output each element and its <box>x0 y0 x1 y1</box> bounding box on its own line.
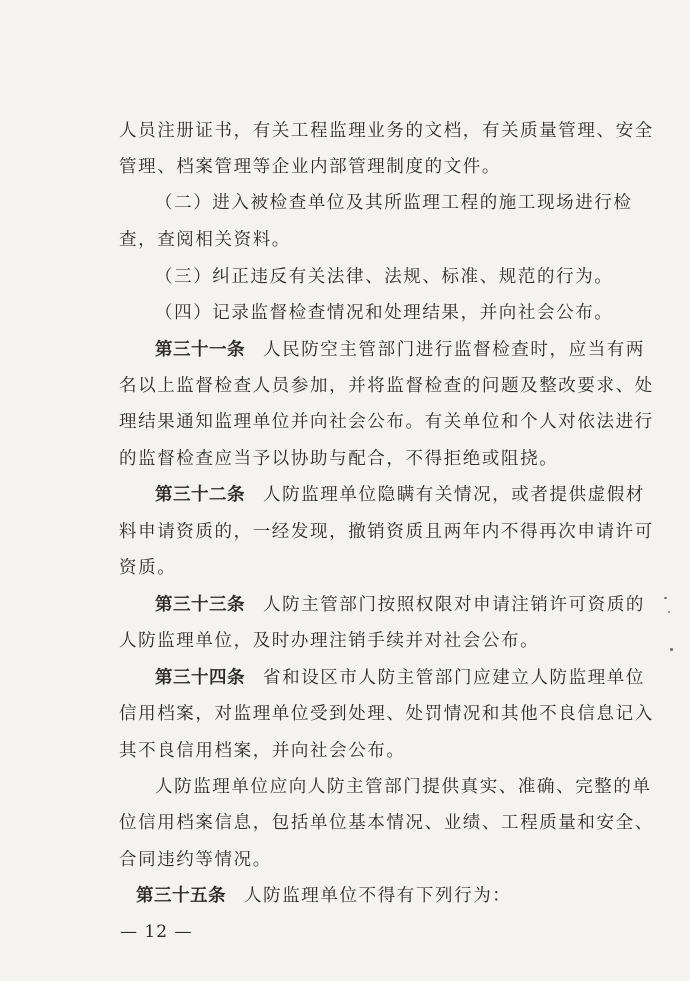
text-line: 人民防空主管部门进行监督检查时，应当有两 <box>263 340 645 360</box>
text-line: 人防监理单位不得有下列行为： <box>244 886 512 906</box>
text-line: 其不良信用档案，并向社会公布。 <box>119 741 406 761</box>
article-31-paragraph <box>155 338 645 362</box>
scan-speck <box>668 611 670 613</box>
article-33-paragraph <box>155 593 645 617</box>
text-line: 省和设区市人防主管部门应建立人防监理单位 <box>263 668 645 688</box>
scan-speck <box>670 648 673 651</box>
text-line: （四）记录监督检查情况和处理结果，并向社会公布。 <box>155 303 614 323</box>
text-line: 人防主管部门按照权限对申请注销许可资质的 <box>263 595 645 615</box>
article-32-heading: 第三十二条 <box>155 485 245 505</box>
text-line: 理结果通知监理单位并向社会公布。有关单位和个人对依法进行 <box>119 412 654 432</box>
text-line: （二）进入被检查单位及其所监理工程的施工现场进行检 <box>155 193 633 213</box>
text-line: 人防监理单位隐瞒有关情况，或者提供虚假材 <box>263 485 645 505</box>
text-line: 人防监理单位应向人防主管部门提供真实、准确、完整的单 <box>155 777 652 797</box>
article-34-paragraph <box>155 666 645 690</box>
text-line: 的监督检查应当予以协助与配合，不得拒绝或阻挠。 <box>119 449 559 469</box>
text-line: 查，查阅相关资料。 <box>119 230 291 250</box>
article-33-heading: 第三十三条 <box>155 595 245 615</box>
article-35-heading: 第三十五条 <box>136 886 226 906</box>
text-line: 名以上监督检查人员参加，并将监督检查的问题及整改要求、处 <box>119 376 654 396</box>
text-line: 合同违约等情况。 <box>119 850 272 870</box>
text-line: 人防监理单位，及时办理注销手续并对社会公布。 <box>119 631 540 651</box>
text-line: 资质。 <box>119 558 177 578</box>
text-line: 位信用档案信息，包括单位基本情况、业绩、工程质量和安全、 <box>119 813 654 833</box>
text-line: 人员注册证书，有关工程监理业务的文档，有关质量管理、安全 <box>119 121 654 141</box>
article-34-heading: 第三十四条 <box>155 668 245 688</box>
text-line: 信用档案，对监理单位受到处理、处罚情况和其他不良信息记入 <box>119 704 654 724</box>
article-35-paragraph <box>136 884 511 908</box>
article-31-heading: 第三十一条 <box>155 340 245 360</box>
text-line: 管理、档案管理等企业内部管理制度的文件。 <box>119 157 501 177</box>
scan-speck <box>664 597 667 599</box>
page-number: — 12 — <box>120 922 193 942</box>
text-line: 料申请资质的，一经发现，撤销资质且两年内不得再次申请许可 <box>119 522 654 542</box>
text-line: （三）纠正违反有关法律、法规、标准、规范的行为。 <box>155 267 614 287</box>
article-32-paragraph <box>155 483 645 507</box>
